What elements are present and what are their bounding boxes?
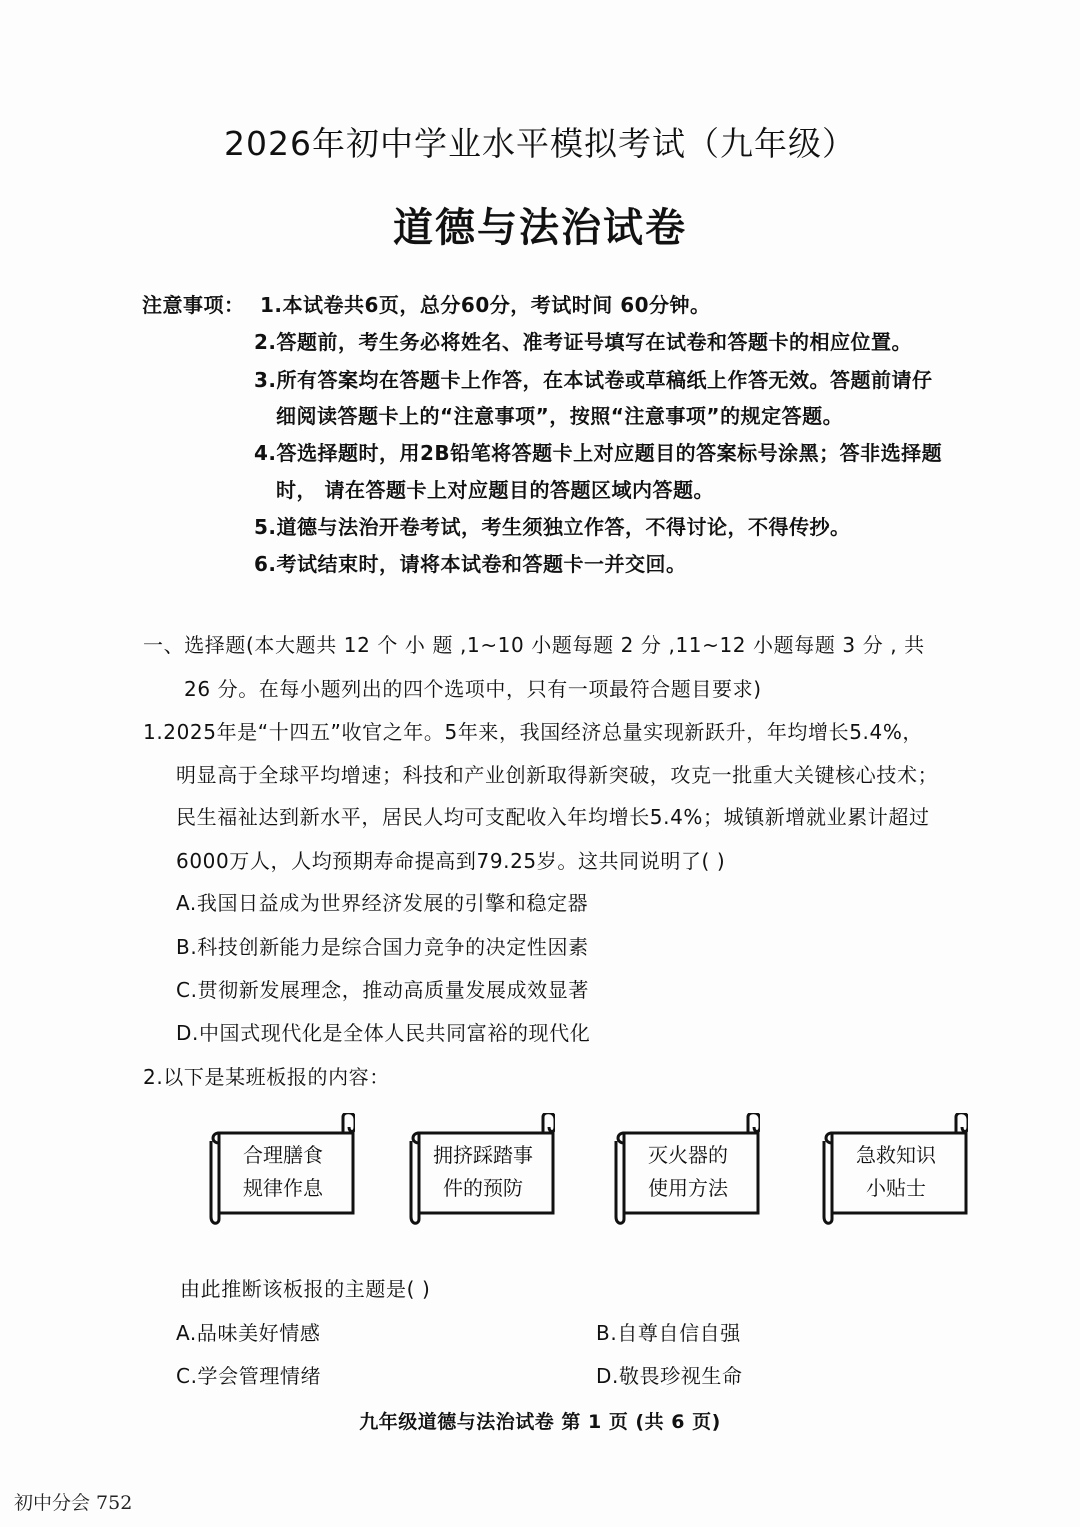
- board-3-line-2: 使用方法: [648, 1176, 728, 1200]
- subject-title: 道德与法治试卷: [393, 205, 687, 251]
- notice-item-6: 6.考试结束时，请将本试卷和答题卡一并交回。: [254, 552, 687, 576]
- notice-item-1: 1.本试卷共6页，总分60分，考试时间 60分钟。: [260, 293, 711, 317]
- board-2-line-1: 拥挤踩踏事: [433, 1143, 533, 1167]
- q1-option-b: B.科技创新能力是综合国力竞争的决定性因素: [176, 935, 589, 959]
- q2-option-d: D.敬畏珍视生命: [596, 1364, 743, 1388]
- notice-item-5: 5.道德与法治开卷考试，考生须独立作答，不得讨论，不得传抄。: [254, 515, 851, 539]
- q1-stem-line-2: 明显高于全球平均增速；科技和产业创新取得新突破，攻克一批重大关键核心技术；: [176, 763, 939, 787]
- board-1-line-1: 合理膳食: [243, 1143, 323, 1167]
- board-1-line-2: 规律作息: [243, 1176, 323, 1200]
- q1-stem-line-4: 6000万人，人均预期寿命提高到79.25岁。这共同说明了( ): [176, 849, 726, 873]
- q1-stem-line-1: 1.2025年是“十四五”收官之年。5年来，我国经济总量实现新跃升，年均增长5.4%，: [143, 720, 924, 744]
- q1-option-c: C.贯彻新发展理念，推动高质量发展成效显著: [176, 978, 589, 1002]
- section-heading-cont: 26 分。在每小题列出的四个选项中，只有一项最符合题目要求): [184, 677, 762, 701]
- board-scroll-1: [205, 1113, 355, 1225]
- notice-label: 注意事项：: [142, 293, 245, 317]
- notice-item-2: 2.答题前，考生务必将姓名、准考证号填写在试卷和答题卡的相应位置。: [254, 330, 913, 354]
- q1-option-a: A.我国日益成为世界经济发展的引擎和稳定器: [176, 891, 589, 915]
- q2-question: 由此推断该板报的主题是( ): [180, 1277, 431, 1301]
- q1-option-d: D.中国式现代化是全体人民共同富裕的现代化: [176, 1021, 591, 1045]
- board-scroll-4: [818, 1113, 968, 1225]
- section-heading: 一、选择题(本大题共 12 个 小 题 ,1~10 小题每题 2 分 ,11~12 小题每题 3 分 , 共: [143, 633, 925, 657]
- notice-item-4-cont: 时， 请在答题卡上对应题目的答题区域内答题。: [276, 478, 714, 502]
- notice-item-3: 3.所有答案均在答题卡上作答，在本试卷或草稿纸上作答无效。答题前请仔: [254, 368, 933, 392]
- q2-stem: 2.以下是某班板报的内容：: [143, 1065, 390, 1089]
- board-scroll-2: [405, 1113, 555, 1225]
- board-2-line-2: 件的预防: [443, 1176, 523, 1200]
- exam-title: 2026年初中学业水平模拟考试（九年级）: [224, 124, 856, 163]
- notice-item-4: 4.答选择题时，用2B铅笔将答题卡上对应题目的答案标号涂黑；答非选择题: [254, 441, 943, 465]
- board-4-line-1: 急救知识: [856, 1143, 936, 1167]
- notice-item-3-cont: 细阅读答题卡上的“注意事项”，按照“注意事项”的规定答题。: [276, 404, 844, 428]
- board-4-line-2: 小贴士: [866, 1176, 926, 1200]
- page-footer: 九年级道德与法治试卷 第 1 页 (共 6 页): [359, 1411, 721, 1433]
- q2-option-c: C.学会管理情绪: [176, 1364, 322, 1388]
- q1-stem-line-3: 民生福祉达到新水平，居民人均可支配收入年均增长5.4%；城镇新增就业累计超过: [176, 805, 930, 829]
- q2-option-a: A.品味美好情感: [176, 1321, 321, 1345]
- board-3-line-1: 灭火器的: [648, 1143, 728, 1167]
- watermark-text: 初中分会 752: [14, 1492, 133, 1514]
- q2-option-b: B.自尊自信自强: [596, 1321, 741, 1345]
- board-scroll-3: [610, 1113, 760, 1225]
